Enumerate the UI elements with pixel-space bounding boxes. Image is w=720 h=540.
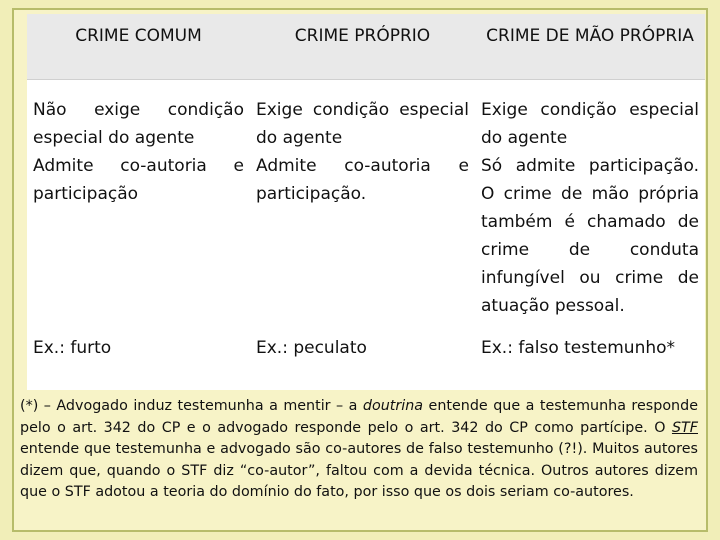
column-example: Ex.: furto (33, 338, 112, 358)
column-body (33, 96, 244, 208)
column-header: CRIME COMUM (27, 14, 250, 80)
column-example: Ex.: falso testemunho* (481, 338, 676, 358)
column-body (481, 96, 699, 320)
comparison-table (27, 14, 705, 390)
cell-line: Exige condição especial do agente (481, 100, 699, 148)
column-header: CRIME DE MÃO PRÓPRIA (475, 14, 705, 80)
cell-line: Só admite participação. O crime de mão própria também é chamado de crime de conduta infungível ou crime de atuação pessoal. (481, 156, 699, 316)
footnote-text: (*) – Advogado induz testemunha a mentir – a (20, 398, 363, 414)
column-crime-proprio (250, 14, 476, 390)
column-crime-mao-propria (475, 14, 705, 390)
footnote-text: entende que a testemunha responde pelo o art. 342 do CP e o advogado responde pelo o art. 342 do CP como partícipe. O (20, 398, 698, 436)
column-header: CRIME PRÓPRIO (250, 14, 475, 80)
column-crime-comum (27, 14, 251, 390)
cell-line: Admite co-autoria e participação. (256, 156, 469, 204)
cell-line: Admite co-autoria e participação (33, 156, 244, 204)
column-body (256, 96, 469, 208)
footnote-emphasis: STF (671, 419, 698, 436)
column-example: Ex.: peculato (256, 338, 367, 358)
footnote-text: entende que testemunha e advogado são co-autores de falso testemunho (?!). Muitos autores dizem que, quando o STF diz “co-autor”, faltou com a devida técnica. Outros autores dizem que o STF adotou a teoria do domínio do fato, por isso que os dois seriam co-autores. (20, 441, 698, 500)
footnote-emphasis: doutrina (362, 398, 424, 414)
cell-line: Não exige condição especial do agente (33, 100, 244, 148)
cell-line: Exige condição especial do agente (256, 100, 469, 148)
footnote (20, 396, 698, 504)
